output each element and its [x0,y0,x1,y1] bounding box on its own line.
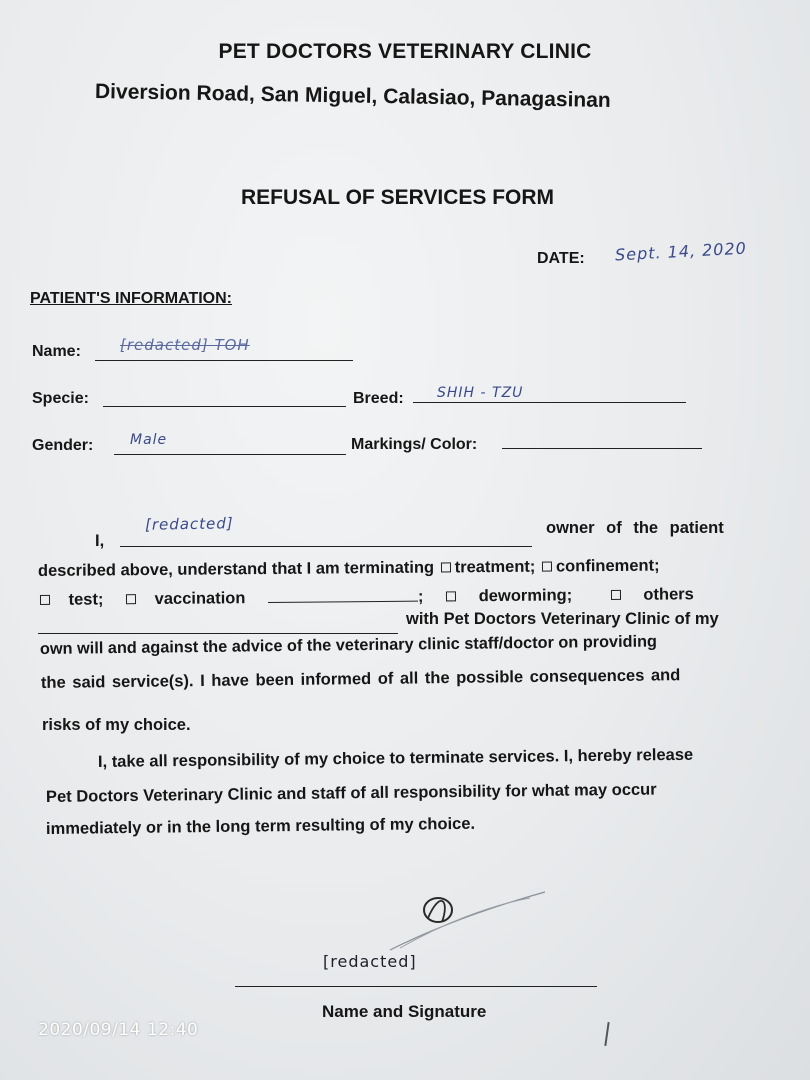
gender-line [114,454,346,455]
treatment-checkbox[interactable] [441,563,451,573]
risks-text: risks of my choice. [42,716,191,734]
owner-name-line [120,546,532,547]
date-value: Sept. 14, 2020 [614,238,748,265]
name-label: Name: [32,343,81,360]
specie-line [103,406,346,407]
deworming-label: deworming; [478,586,573,606]
others-label: others [643,585,694,604]
confinement-checkbox[interactable] [542,562,552,572]
responsibility-text-3: immediately or in the long term resulting of my choice. [45,814,476,838]
gender-label: Gender: [32,437,94,454]
gender-value: Male [130,432,168,448]
own-will-text: own will and against the advice of the veterinary clinic staff/doctor on providing [39,632,658,658]
breed-value: SHIH - TZU [437,385,524,401]
patient-section-label: PATIENT'S INFORMATION: [30,290,233,307]
semicolon: ; [417,587,424,606]
signature-line [235,986,597,987]
signature-label: Name and Signature [322,1002,487,1021]
vaccination-line [268,587,418,603]
owner-name-value: [redacted] [144,514,234,534]
terminating-text: described above, understand that I am terminating [37,558,435,580]
signature-handwritten: [redacted] [323,952,417,971]
markings-label: Markings/ Color: [351,436,478,453]
signature-scribble [370,880,570,960]
responsibility-text-1: I, take all responsibility of my choice to terminate services. I, hereby release [97,745,694,771]
breed-label: Breed: [353,390,404,407]
vaccination-label: vaccination [154,589,246,608]
photo-timestamp: 2020/09/14 12:40 [38,1020,199,1040]
deworming-checkbox[interactable] [446,591,456,601]
form-title: REFUSAL OF SERVICES FORM [240,186,555,209]
markings-line [502,448,702,449]
test-checkbox[interactable] [40,595,50,605]
test-label: test; [68,590,104,609]
name-line [95,360,353,361]
owner-line-suffix: owner of the patient [546,519,724,537]
with-clinic-text: with Pet Doctors Veterinary Clinic of my [406,610,719,628]
date-label: DATE: [537,250,585,267]
clinic-name: PET DOCTORS VETERINARY CLINIC [218,40,592,63]
patient-name-value: [redacted] TOH [120,336,250,354]
clinic-address: Diversion Road, San Miguel, Calasiao, Panagasinan [94,80,611,113]
others-checkbox[interactable] [611,590,621,600]
responsibility-text-2: Pet Doctors Veterinary Clinic and staff of all responsibility for what may occur [45,780,657,806]
specie-label: Specie: [32,390,89,407]
treatment-label: treatment; [454,557,536,577]
vaccination-checkbox[interactable] [126,594,136,604]
owner-prefix: I, [95,532,105,550]
breed-line [413,402,686,403]
confinement-label: confinement; [555,556,660,576]
informed-text: the said service(s). I have been informed of all the possible consequences and [40,666,681,692]
